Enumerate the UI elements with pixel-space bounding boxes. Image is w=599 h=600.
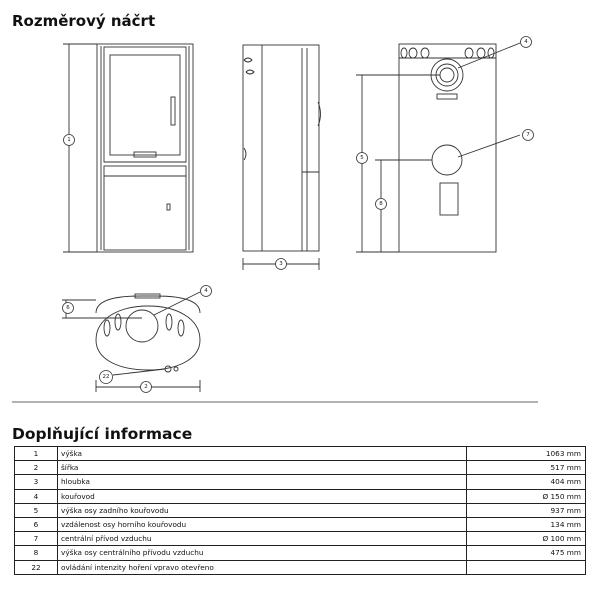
spec-number: 4 (15, 489, 58, 503)
callout-22: 22 (102, 374, 110, 380)
spec-number: 8 (15, 546, 58, 560)
table-row (15, 489, 586, 503)
spec-value: 937 mm (466, 503, 585, 517)
callout-6: 6 (66, 305, 70, 311)
spec-value: 1063 mm (466, 447, 585, 461)
spec-value: 134 mm (466, 517, 585, 531)
spec-value (466, 560, 585, 574)
callout-8: 8 (379, 201, 383, 207)
table-row (15, 517, 586, 531)
table-row (15, 532, 586, 546)
spec-value: 475 mm (466, 546, 585, 560)
table-row (15, 560, 586, 574)
spec-number: 2 (15, 461, 58, 475)
spec-label: výška osy centrálního přívodu vzduchu (58, 546, 467, 560)
table-row (15, 503, 586, 517)
spec-label: kouřovod (58, 489, 467, 503)
spec-number: 22 (15, 560, 58, 574)
spec-number: 1 (15, 447, 58, 461)
top-view (96, 294, 200, 372)
side-view (243, 45, 321, 251)
callout-4-top: 4 (204, 288, 208, 294)
spec-value: Ø 100 mm (466, 532, 585, 546)
callout-4-rear: 4 (524, 39, 528, 45)
callout-5: 5 (360, 155, 364, 161)
table-row (15, 447, 586, 461)
spec-value: Ø 150 mm (466, 489, 585, 503)
drawing-title: Rozměrový náčrt (12, 12, 156, 30)
callout-1: 1 (67, 137, 71, 143)
table-row (15, 475, 586, 489)
spec-label: výška osy zadního kouřovodu (58, 503, 467, 517)
spec-label: hloubka (58, 475, 467, 489)
spec-table (14, 446, 586, 575)
spec-label: vzdálenost osy horního kouřovodu (58, 517, 467, 531)
callout-3: 3 (279, 261, 283, 267)
spec-number: 3 (15, 475, 58, 489)
spec-number: 5 (15, 503, 58, 517)
spec-label: ovládání intenzity hoření vpravo otevřeno (58, 560, 467, 574)
table-row (15, 461, 586, 475)
spec-label: výška (58, 447, 467, 461)
callout-7: 7 (526, 132, 530, 138)
spec-label: šířka (58, 461, 467, 475)
info-title: Doplňující informace (12, 425, 193, 443)
spec-label: centrální přívod vzduchu (58, 532, 467, 546)
front-view (97, 44, 193, 252)
spec-number: 7 (15, 532, 58, 546)
spec-number: 6 (15, 517, 58, 531)
callout-2: 2 (144, 384, 148, 390)
spec-value: 517 mm (466, 461, 585, 475)
spec-value: 404 mm (466, 475, 585, 489)
table-row (15, 546, 586, 560)
